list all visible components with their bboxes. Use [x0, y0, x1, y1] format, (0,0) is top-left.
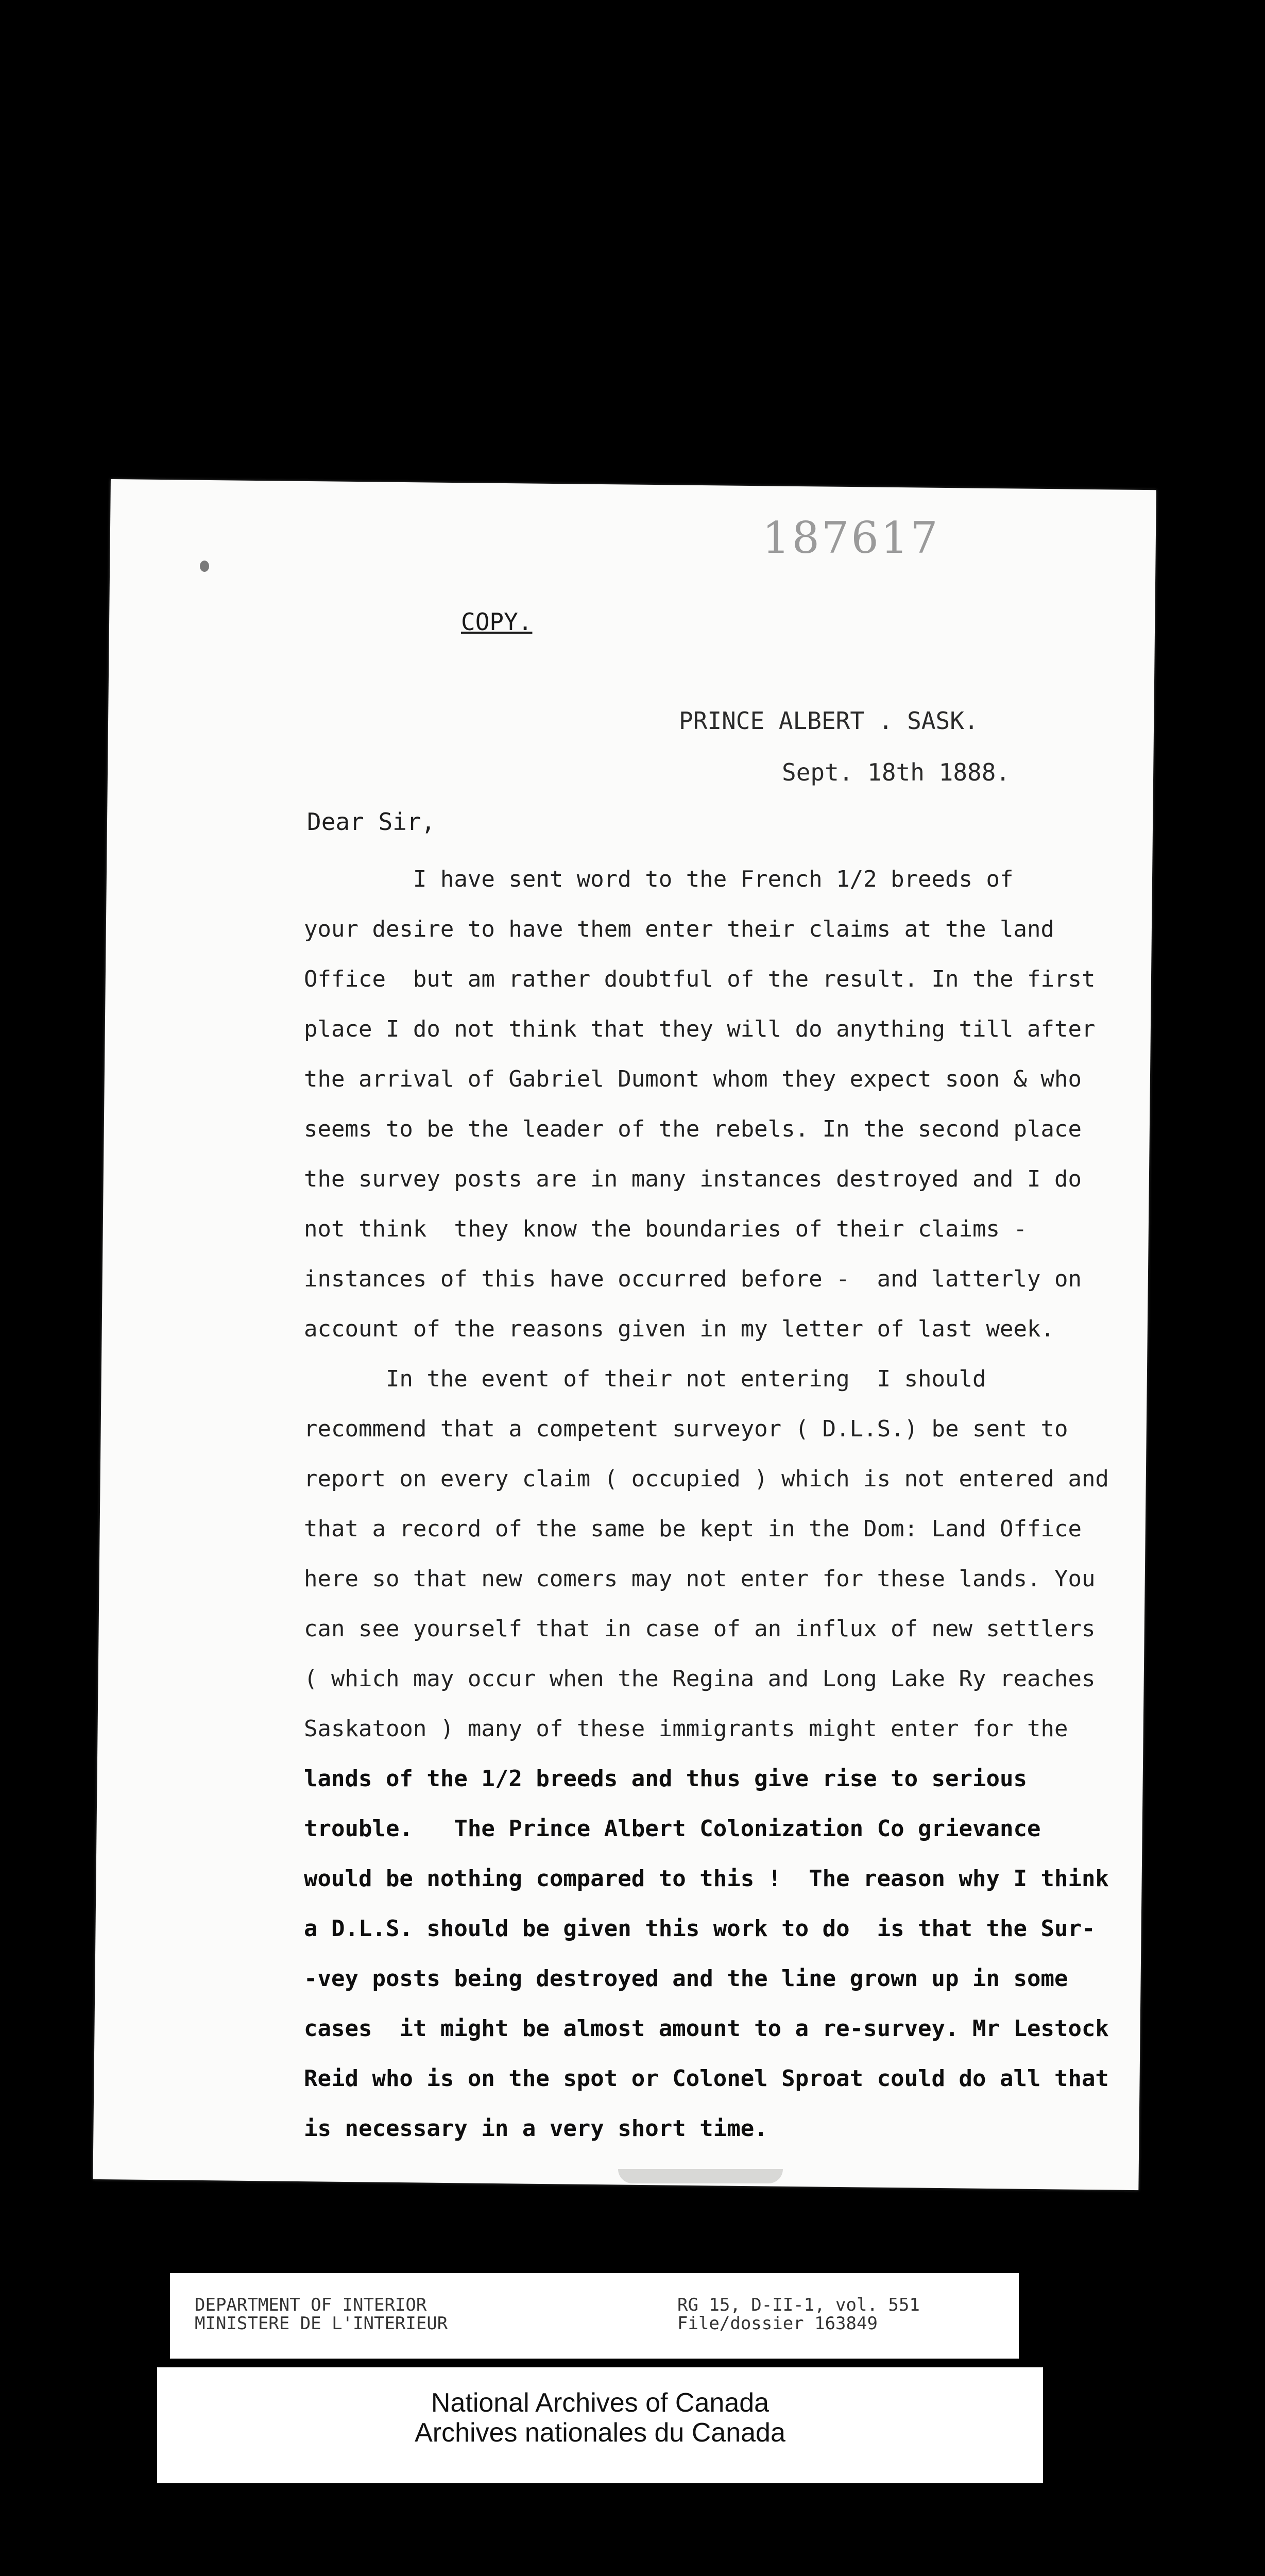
page-edge-fold	[618, 2169, 783, 2183]
institution-label	[157, 2367, 1043, 2483]
letter-line: report on every claim ( occupied ) which is not entered and	[304, 1466, 1109, 1492]
letter-line: In the event of their not entering I should	[304, 1366, 986, 1392]
letter-line: -vey posts being destroyed and the line grown up in some	[304, 1965, 1068, 1992]
file-dossier-reference: File/dossier 163849	[677, 2313, 878, 2334]
letter-line: instances of this have occurred before - and latterly on	[304, 1266, 1082, 1292]
letter-line: place I do not think that they will do anything till after	[304, 1016, 1096, 1042]
letter-line: ( which may occur when the Regina and Long Lake Ry reaches	[304, 1666, 1096, 1692]
letter-body	[304, 854, 1109, 2154]
institution-name-fr: Archives nationales du Canada	[415, 2418, 785, 2448]
letter-line: seems to be the leader of the rebels. In the second place	[304, 1116, 1082, 1142]
archive-reference	[677, 2296, 920, 2333]
letter-line: recommend that a competent surveyor ( D.L.S.) be sent to	[304, 1416, 1068, 1442]
copy-heading: COPY.	[461, 608, 533, 636]
letter-line: not think they know the boundaries of their claims -	[304, 1216, 1027, 1242]
department-name-en: DEPARTMENT OF INTERIOR	[195, 2295, 427, 2315]
department-name	[195, 2296, 448, 2333]
letter-line: the arrival of Gabriel Dumont whom they expect soon & who	[304, 1066, 1082, 1092]
letter-line: is necessary in a very short time.	[304, 2115, 768, 2142]
letter-line: account of the reasons given in my letter of last week.	[304, 1316, 1054, 1342]
file-number-stamp: 187617	[762, 513, 940, 563]
institution-name-en: National Archives of Canada	[431, 2388, 770, 2418]
letter-date: Sept. 18th 1888.	[782, 758, 1011, 786]
letter-place: PRINCE ALBERT . SASK.	[679, 707, 979, 735]
letter-line: can see yourself that in case of an influx of new settlers	[304, 1616, 1096, 1642]
punch-hole-mark	[200, 561, 209, 572]
letter-salutation: Dear Sir,	[307, 808, 436, 836]
letter-line: would be nothing compared to this ! The reason why I think	[304, 1866, 1109, 1892]
letter-line: a D.L.S. should be given this work to do is that the Sur-	[304, 1916, 1096, 1942]
letter-line: cases it might be almost amount to a re-survey. Mr Lestock	[304, 2015, 1109, 2042]
letter-line: trouble. The Prince Albert Colonization Co grievance	[304, 1816, 1041, 1842]
letter-line: the survey posts are in many instances destroyed and I do	[304, 1166, 1082, 1192]
letter-line: that a record of the same be kept in the Dom: Land Office	[304, 1516, 1082, 1542]
record-group-reference: RG 15, D-II-1, vol. 551	[677, 2295, 920, 2315]
department-name-fr: MINISTERE DE L'INTERIEUR	[195, 2313, 448, 2334]
letter-line: your desire to have them enter their claims at the land	[304, 916, 1054, 942]
letter-line: Reid who is on the spot or Colonel Sproat could do all that	[304, 2065, 1109, 2092]
letter-line: here so that new comers may not enter for these lands. You	[304, 1566, 1096, 1592]
letter-line: Saskatoon ) many of these immigrants might enter for the	[304, 1716, 1068, 1742]
letter-line: Office but am rather doubtful of the result. In the first	[304, 966, 1096, 992]
archive-reference-label	[170, 2273, 1019, 2359]
letter-line: lands of the 1/2 breeds and thus give rise to serious	[304, 1766, 1027, 1792]
letter-line: I have sent word to the French 1/2 breeds of	[304, 866, 1014, 892]
